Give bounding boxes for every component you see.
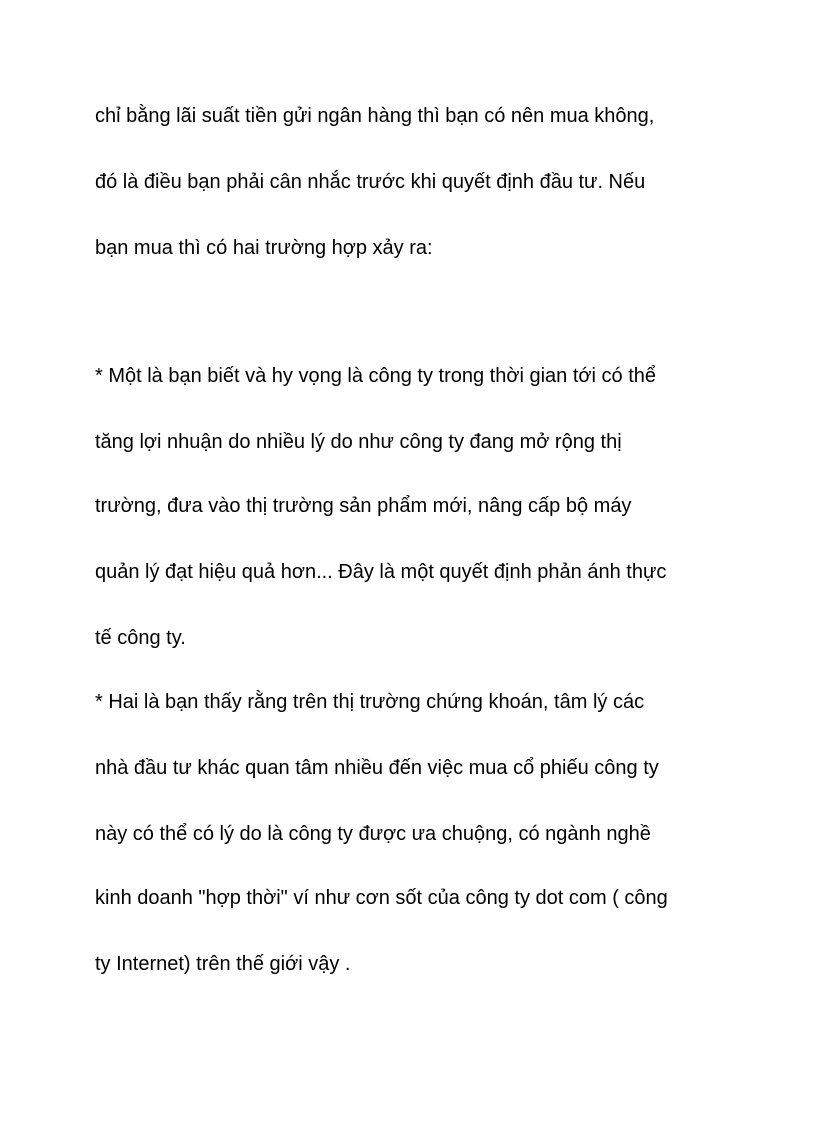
paragraph-1-line: đó là điều bạn phải cân nhắc trước khi quyết định đầu tư. Nếu (95, 171, 646, 193)
bullet-2-line: nhà đầu tư khác quan tâm nhiều đến việc mua cổ phiếu công ty (95, 757, 659, 779)
paragraph-1-line: bạn mua thì có hai trường hợp xảy ra: (95, 237, 433, 259)
bullet-1-line: quản lý đạt hiệu quả hơn... Đây là một quyết định phản ánh thực (95, 561, 667, 583)
bullet-2-line: này có thể có lý do là công ty được ưa chuộng, có ngành nghề (95, 823, 651, 845)
bullet-2-line: * Hai là bạn thấy rằng trên thị trường chứng khoán, tâm lý các (95, 691, 645, 713)
bullet-2-line: ty Internet) trên thế giới vậy . (95, 953, 351, 975)
paragraph-1-line: chỉ bằng lãi suất tiền gửi ngân hàng thì bạn có nên mua không, (95, 105, 655, 127)
bullet-1-line: * Một là bạn biết và hy vọng là công ty trong thời gian tới có thể (95, 365, 656, 387)
bullet-1-line: tăng lợi nhuận do nhiều lý do như công ty đang mở rộng thị (95, 431, 622, 453)
bullet-1-line: trường, đưa vào thị trường sản phẩm mới, nâng cấp bộ máy (95, 495, 632, 517)
bullet-1-line: tế công ty. (95, 627, 186, 649)
bullet-2-line: kinh doanh "hợp thời" ví như cơn sốt của công ty dot com ( công (95, 887, 668, 909)
